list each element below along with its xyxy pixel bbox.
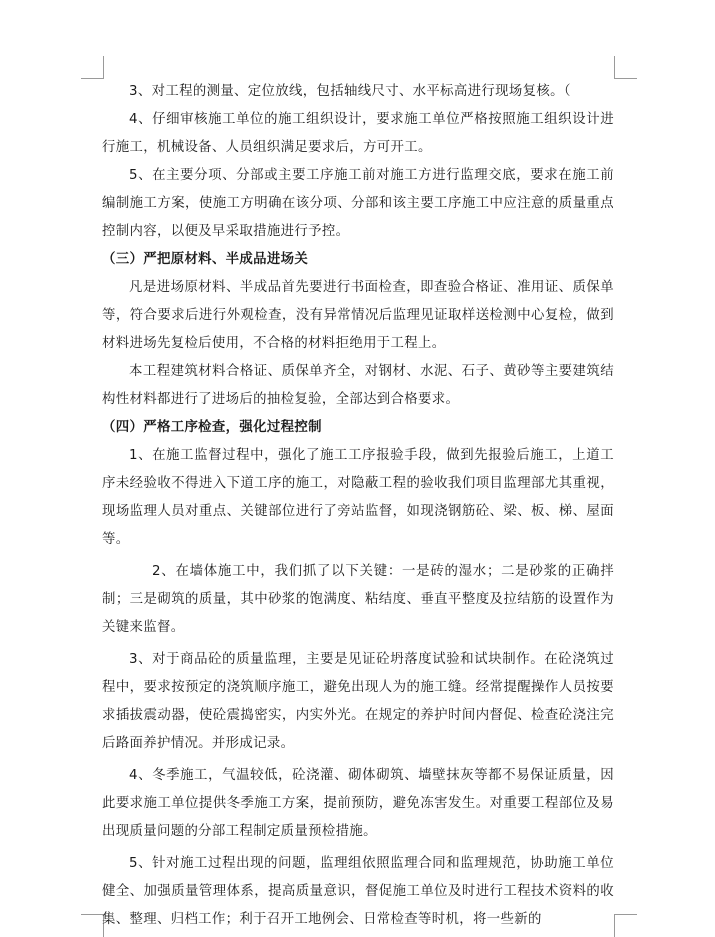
document-body (102, 78, 614, 934)
crop-mark-top-right (614, 56, 637, 79)
crop-mark-bottom-left (81, 914, 104, 937)
crop-mark-top-left (81, 56, 104, 79)
paragraph-supervision-briefing: 5、在主要分项、分部或主要工序施工前对施工方进行监理交底，要求在施工前编制施工方案，使施工方明确在该分项、分部和该主要工序施工中应注意的质量重点控制内容，以便及早采取措施进行予控。 (102, 168, 614, 239)
paragraph-quality-management: 5、针对施工过程出现的问题，监理组依照监理合同和监理规范，协助施工单位健全、加强质量管理体系，提高质量意识，督促施工单位及时进行工程技术资料的收集、整理、归档工作；利于召开工地例会、日常检查等时机，将一些新的 (102, 856, 614, 927)
section-heading-materials: （三）严把原材料、半成品进场关 (102, 252, 309, 267)
paragraph-winter-construction: 4、冬季施工，气温较低，砼浇灌、砌体砌筑、墙壁抹灰等都不易保证质量，因此要求施工单位提供冬季施工方案，提前预防，避免冻害发生。对重要工程部位及易出现质量问题的分部工程制定质量预检措施。 (102, 768, 614, 839)
paragraph-process-inspection: 1、在施工监督过程中，强化了施工工序报验手段，做到先报验后施工，上道工序未经验收不得进入下道工序的施工，对隐蔽工程的验收我们项目监理部尤其重视，现场监理人员对重点、关键部位进行了旁站监督，如现浇钢筋砼、梁、板、梯、屋面等。 (102, 448, 614, 547)
paragraph-material-inspection: 凡是进场原材料、半成品首先要进行书面检查，即查验合格证、准用证、质保单等，符合要求后进行外观检查，没有异常情况后监理见证取样送检测中心复检，做到材料进场先复检后使用，不合格的材料拒绝用于工程上。 (102, 280, 614, 351)
section-heading-process-control: （四）严格工序检查，强化过程控制 (102, 420, 322, 435)
paragraph-concrete-supervision: 3、对于商品砼的质量监理，主要是见证砼坍落度试验和试块制作。在砼浇筑过程中，要求按预定的浇筑顺序施工，避免出现人为的施工缝。经常提醒操作人员按要求插拔震动器，使砼震捣密实，内实外光。在规定的养护时间内督促、检查砼浇注完后路面养护情况。并形成记录。 (102, 652, 614, 751)
paragraph-survey-review: 3、对工程的测量、定位放线，包括轴线尺寸、水平标高进行现场复核。（ (129, 84, 571, 99)
crop-mark-bottom-right (614, 914, 637, 937)
paragraph-masonry-control: 2、在墙体施工中，我们抓了以下关键：一是砖的湿水；二是砂浆的正确拌制；三是砌筑的质量，其中砂浆的饱满度、粘结度、垂直平整度及拉结筋的设置作为关键来监督。 (102, 564, 614, 635)
paragraph-construction-plan-review: 4、仔细审核施工单位的施工组织设计，要求施工单位严格按照施工组织设计进行施工，机械设备、人员组织满足要求后，方可开工。 (102, 112, 614, 155)
paragraph-material-certificates: 本工程建筑材料合格证、质保单齐全，对钢材、水泥、石子、黄砂等主要建筑结构性材料都进行了进场后的抽检复验，全部达到合格要求。 (102, 364, 614, 407)
